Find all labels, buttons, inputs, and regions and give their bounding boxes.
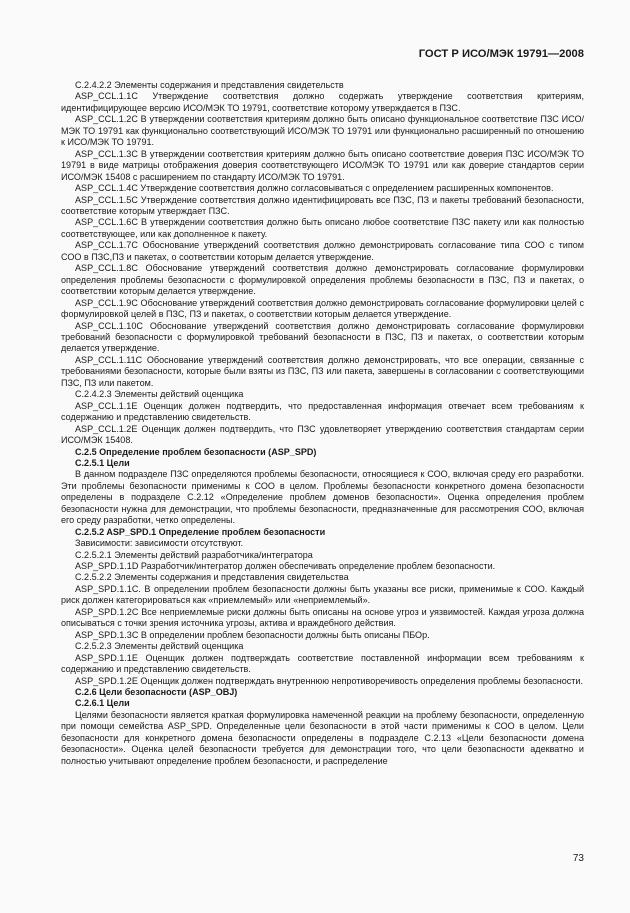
paragraph: ASP_CCL.1.3C В утверждении соответствия критериям должно быть описано соответствие доверия ПЗС ИСО/МЭК ТО 19791 в виде матрицы отображения доверия соответствующего ИСО/МЭК ТО 19791 или как доверие стандартов серии ИСО/МЭК 15408 с расширением по стандарту ИСО/МЭК ТО 19791. bbox=[61, 148, 584, 182]
paragraph: ASP_CCL.1.10C Обоснование утверждений соответствия должно демонстрировать согласование формулировки требований безопасности с формулировкой требований безопасности в ПЗС, ПЗ и пакетах, о соответствии которым делается утверждение. bbox=[61, 320, 584, 354]
paragraph: ASP_SPD.1.2E Оценщик должен подтверждать внутреннюю непротиворечивость определения проблемы безопасности. bbox=[75, 675, 583, 686]
standard-header: ГОСТ Р ИСО/МЭК 19791—2008 bbox=[418, 48, 584, 60]
paragraph: Целями безопасности является краткая формулировка намеченной реакции на проблему безопасности, определенную при помощи семейства ASP_SPD. Определенные цели безопасности в этой части применимы к СОО в целом. Цели безопасности для конкретного домена безопасности определены в подразделе C.2.13 «Цели безопасности домена безопасности». Оценка целей безопасности требуется для демонстрации того, что цели безопасности адекватно и полностью учитывают определение проблем безопасности, и распределение bbox=[61, 709, 584, 766]
paragraph: ASP_CCL.1.11C Обоснование утверждений соответствия должно демонстрировать, что все операции, связанные с требованиями безопасности, которые были взяты из ПЗС, ПЗ или пакета, завершены в согласовании с соответствующими ПЗС, ПЗ или пакетом. bbox=[61, 354, 584, 388]
paragraph: C.2.5.2.1 Элементы действий разработчика/интегратора bbox=[75, 549, 313, 560]
paragraph: ASP_SPD.1.1E Оценщик должен подтверждать соответствие поставленной информации всем требованиям к содержанию и представлению свидетельств. bbox=[61, 652, 584, 675]
paragraph: ASP_CCL.1.2E Оценщик должен подтвердить, что ПЗС удовлетворяет утверждению соответствия стандартам серии ИСО/МЭК 15408. bbox=[61, 423, 584, 446]
paragraph: ASP_CCL.1.8C Обоснование утверждений соответствия должно демонстрировать согласование формулировки определения проблемы безопасности с формулировкой определения проблемы безопасности в ПЗС, ПЗ и пакетах, о соответствии которым делается утверждение. bbox=[61, 263, 584, 297]
paragraph: Зависимости: зависимости отсутствуют. bbox=[75, 538, 244, 549]
paragraph: ASP_SPD.1.2C Все неприемлемые риски должны быть описаны на основе угроз и уязвимостей. Каждая угроза должна описываться с точки зрения источника угрозы, актива и враждебного действия. bbox=[61, 606, 584, 629]
section-heading: C.2.5.2 ASP_SPD.1 Определение проблем безопасности bbox=[75, 526, 326, 537]
paragraph: ASP_SPD.1.1D Разработчик/интегратор должен обеспечивать определение проблем безопасности. bbox=[75, 561, 496, 572]
paragraph: ASP_CCL.1.2C В утверждении соответствия критериям должно быть описано функциональное соответствие ПЗС ИСО/МЭК ТО 19791 как функционально соответствующий ИСО/МЭК ТО 19791 или функционально расширенный по отношению к ИСО/МЭК ТО 19791. bbox=[61, 114, 584, 148]
paragraph: ASP_CCL.1.1C Утверждение соответствия должно содержать утверждение соответствия критериям, идентифицирующее версию ИСО/МЭК ТО 19791, соответствие которому утверждается в ПЗС. bbox=[61, 91, 584, 113]
paragraph: C.2.5.2.3 Элементы действий оценщика bbox=[75, 641, 244, 652]
paragraph: C.2.4.2.2 Элементы содержания и представления свидетельств bbox=[75, 80, 344, 90]
paragraph: В данном подразделе ПЗС определяются проблемы безопасности, относящиеся к СОО, включая среду его разработки. Эти проблемы безопасности применимы к СОО в целом. Проблемы безопасности конкретного домена безопасности определены в подразделе C.2.12 «Определение проблем доменов безопасности». Оценка определения проблем безопасности нужна для демонстрации, что проблемы безопасности, предназначенные для рассмотрения СОО, включая его среду разработки, четко определены. bbox=[61, 469, 584, 526]
paragraph: ASP_CCL.1.1E Оценщик должен подтвердить, что предоставленная информация отвечает всем требованиям к содержанию и представлению свидетельств. bbox=[61, 400, 584, 423]
section-heading: C.2.5 Определение проблем безопасности (ASP_SPD) bbox=[75, 446, 317, 457]
paragraph: C.2.5.2.2 Элементы содержания и представления свидетельства bbox=[75, 572, 349, 583]
document-body bbox=[61, 80, 584, 767]
paragraph: ASP_CCL.1.6C В утверждении соответствия должно быть описано любое соответствие ПЗС пакету или как полностью соответствующее, или как дополненное к пакету. bbox=[61, 217, 584, 239]
paragraph: ASP_CCL.1.9C Обоснование утверждений соответствия должно демонстрировать согласование формулировки целей с формулировкой целей в ПЗС, ПЗ и пакетах, о соответствии которым делается утверждение. bbox=[61, 297, 584, 320]
paragraph: ASP_CCL.1.5C Утверждение соответствия должно идентифицировать все ПЗС, ПЗ и пакеты требований безопасности, соответствие которым утверждает ПЗС. bbox=[61, 194, 584, 216]
paragraph: ASP_CCL.1.7C Обоснование утверждений соответствия должно демонстрировать согласование типа СОО с типом СОО в ПЗС,ПЗ и пакетах, о соответствии которым делается утверждение. bbox=[61, 240, 584, 262]
paragraph: C.2.4.2.3 Элементы действий оценщика bbox=[75, 389, 244, 400]
paragraph: ASP_CCL.1.4C Утверждение соответствия должно согласовываться с определением расширенных компонентов. bbox=[75, 183, 554, 194]
section-heading: C.2.6 Цели безопасности (ASP_OBJ) bbox=[75, 687, 238, 698]
paragraph: ASP_SPD.1.3C В определении проблем безопасности должны быть описаны ПБОр. bbox=[75, 629, 430, 640]
section-heading: C.2.5.1 Цели bbox=[75, 457, 130, 468]
page-number: 73 bbox=[572, 853, 584, 864]
section-heading: C.2.6.1 Цели bbox=[75, 698, 130, 709]
paragraph: ASP_SPD.1.1C. В определении проблем безопасности должны быть указаны все риски, применимые к СОО. Каждый риск должен категорироваться как «приемлемый» или «неприемлемый». bbox=[61, 583, 584, 606]
